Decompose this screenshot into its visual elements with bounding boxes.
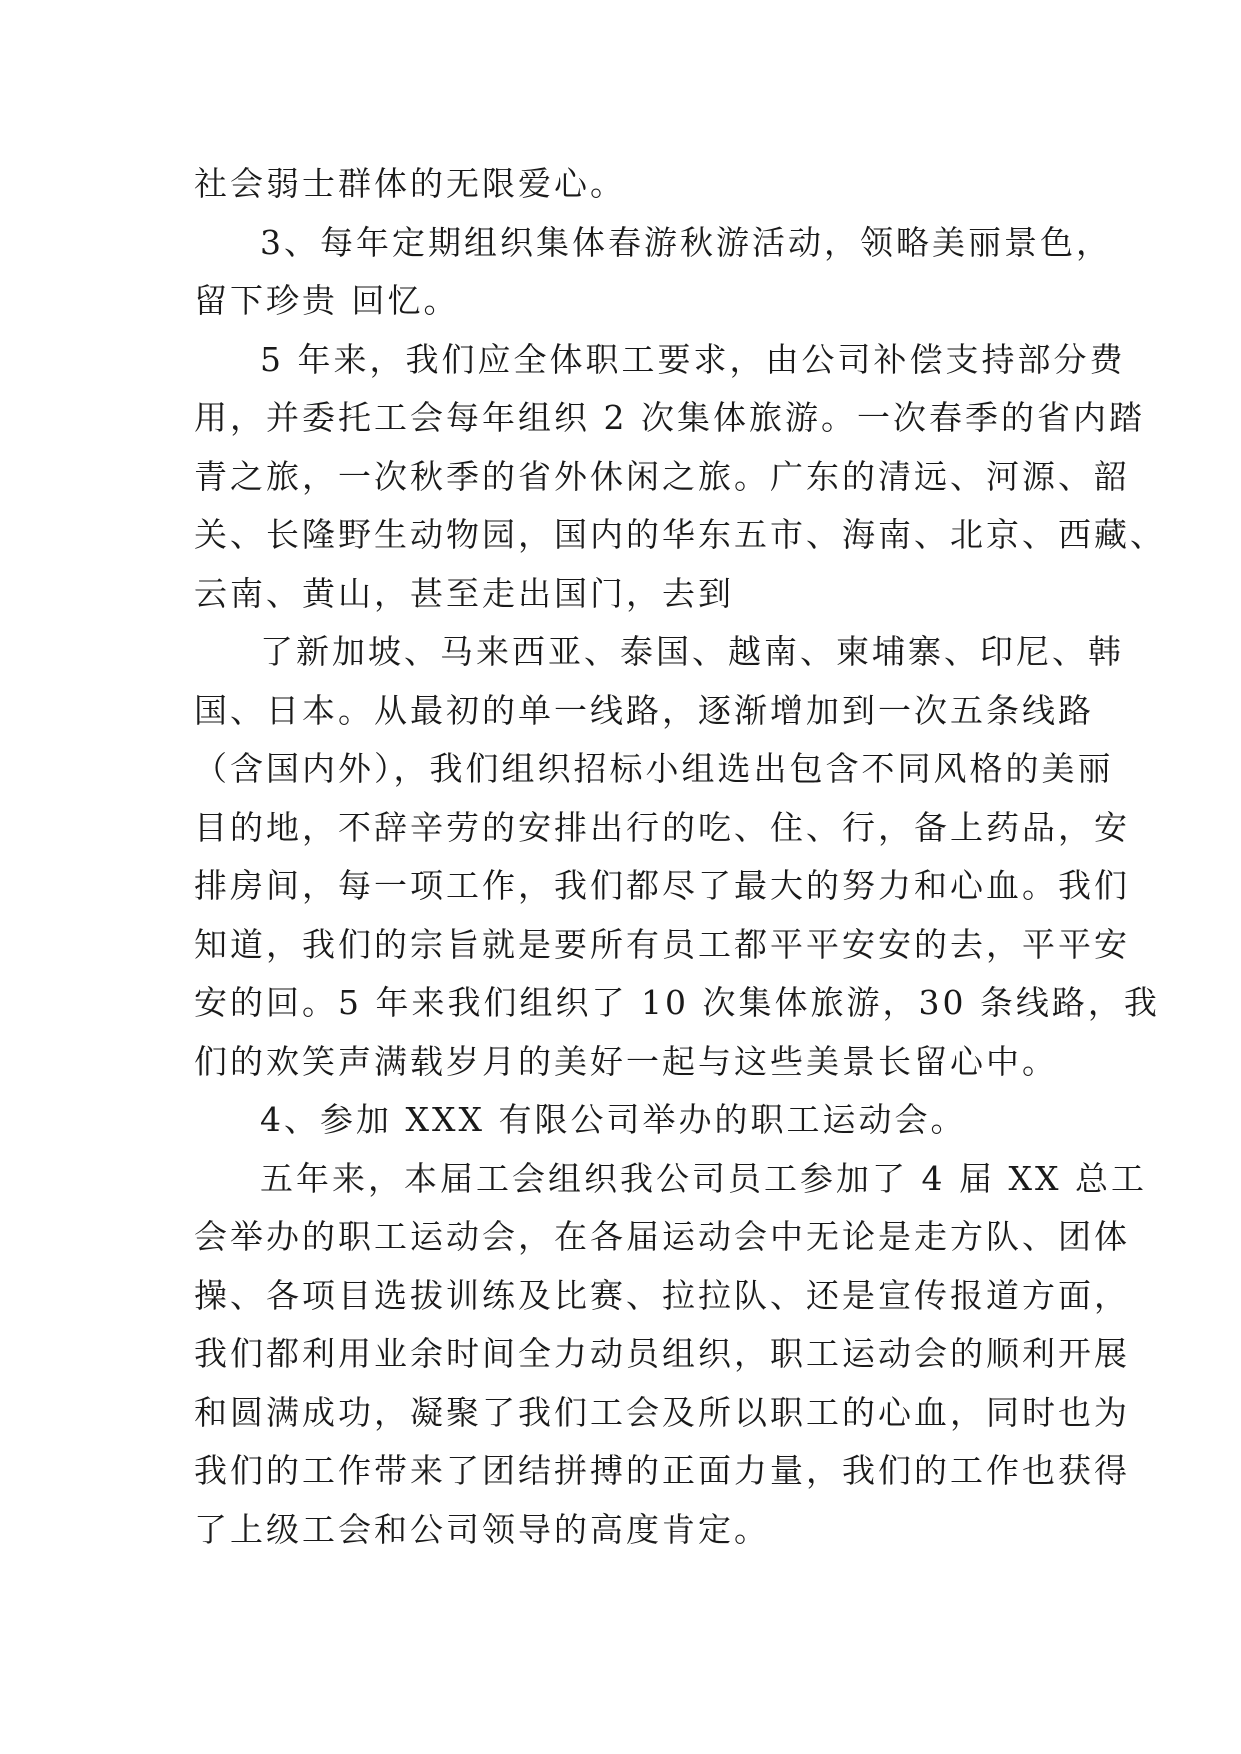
text-line-4: 5 年来，我们应全体职工要求，由公司补偿支持部分费: [260, 339, 1126, 379]
text-line-12: 目的地，不辞辛劳的安排出行的吃、住、行，备上药品，安: [194, 807, 1130, 847]
text-line-21: 我们都利用业余时间全力动员组织，职工运动会的顺利开展: [194, 1334, 1130, 1373]
text-line-14: 知道，我们的宗旨就是要所有员工都平平安安的去，平平安: [194, 924, 1130, 964]
text-line-16: 们的欢笑声满载岁月的美好一起与这些美景长留心中。: [194, 1041, 1058, 1081]
text-line-5: 用，并委托工会每年组织 2 次集体旅游。一次春季的省内踏: [194, 398, 1145, 437]
text-line-6: 青之旅，一次秋季的省外休闲之旅。广东的清远、河源、韶: [194, 456, 1130, 496]
text-line-23: 我们的工作带来了团结拼搏的正面力量，我们的工作也获得: [194, 1451, 1130, 1490]
text-line-17: 4、参加 XXX 有限公司举办的职工运动会。: [260, 1100, 967, 1139]
text-line-3: 留下珍贵 回忆。: [194, 281, 460, 320]
document-body: [194, 155, 1166, 1559]
text-line-18: 五年来，本届工会组织我公司员工参加了 4 届 XX 总工: [260, 1158, 1147, 1198]
text-line-22: 和圆满成功，凝聚了我们工会及所以职工的心血，同时也为: [194, 1392, 1130, 1432]
text-line-2: 3、每年定期组织集体春游秋游活动，领略美丽景色，: [260, 222, 1112, 262]
text-line-8: 云南、黄山，甚至走出国门，去到: [194, 573, 734, 613]
text-line-24: 了上级工会和公司领导的高度肯定。: [194, 1509, 770, 1549]
text-line-19: 会举办的职工运动会，在各届运动会中无论是走方队、团体: [194, 1217, 1130, 1256]
text-line-13: 排房间，每一项工作，我们都尽了最大的努力和心血。我们: [194, 866, 1130, 905]
text-line-15: 安的回。5 年来我们组织了 10 次集体旅游，30 条线路，我: [194, 983, 1160, 1022]
text-line-11: （含国内外），我们组织招标小组选出包含不同风格的美丽: [194, 749, 1114, 788]
text-line-1: 社会弱士群体的无限爱心。: [194, 164, 626, 203]
text-line-7: 关、长隆野生动物园，国内的华东五市、海南、北京、西藏、: [194, 515, 1166, 554]
text-line-10: 国、日本。从最初的单一线路，逐渐增加到一次五条线路: [194, 690, 1094, 730]
text-line-20: 操、各项目选拔训练及比赛、拉拉队、还是宣传报道方面，: [194, 1275, 1130, 1315]
text-line-9: 了新加坡、马来西亚、泰国、越南、柬埔寨、印尼、韩: [260, 632, 1124, 671]
